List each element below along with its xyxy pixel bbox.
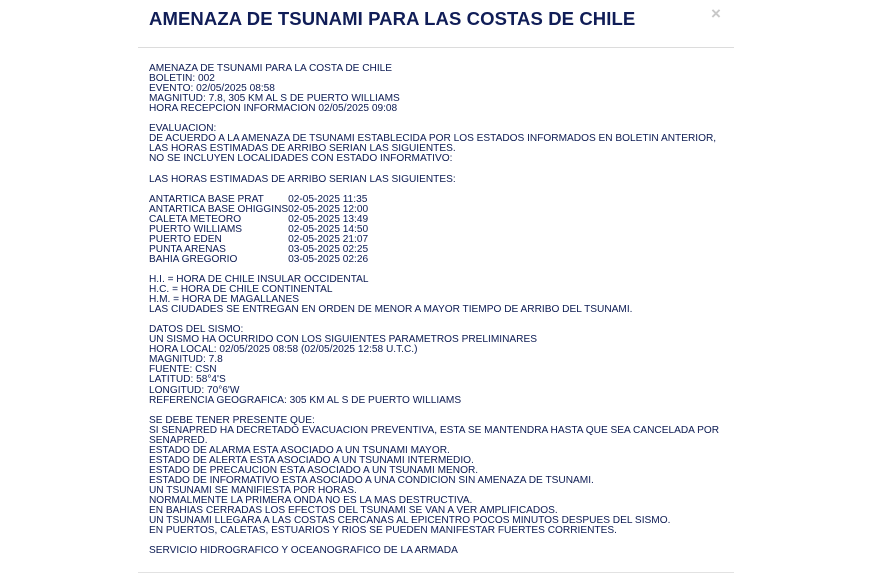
bulletin-header bbox=[149, 64, 729, 114]
legend-line: LAS CIUDADES SE ENTREGAN EN ORDEN DE MENOR A MAYOR TIEMPO DE ARRIBO DEL TSUNAMI. bbox=[149, 304, 633, 316]
modal-header bbox=[138, 0, 734, 48]
time-legend bbox=[149, 275, 729, 315]
evaluation-section bbox=[149, 124, 729, 164]
bulletin-body bbox=[149, 64, 729, 556]
eta-place: PUNTA ARENAS bbox=[149, 243, 226, 255]
eta-time: 02-05-2025 13:49 bbox=[288, 213, 369, 225]
note-line: ESTADO DE INFORMATIVO ESTA ASOCIADO A UNA CONDICION SIN AMENAZA DE TSUNAMI. bbox=[149, 474, 594, 486]
note-line: UN TSUNAMI SE MANIFIESTA POR HORAS. bbox=[149, 484, 357, 496]
note-line: SENAPRED. bbox=[149, 434, 208, 446]
note-line: EN BAHIAS CERRADAS LOS EFECTOS DEL TSUNAMI SE VAN A VER AMPLIFICADOS. bbox=[149, 505, 558, 517]
note-line: SI SENAPRED HA DECRETADO EVACUACION PREVENTIVA, ESTA SE MANTENDRA HASTA QUE SEA CANCELADA POR bbox=[149, 424, 720, 436]
quake-line: UN SISMO HA OCURRIDO CON LOS SIGUIENTES PARAMETROS PRELIMINARES bbox=[149, 334, 537, 346]
legend-line: H.I. = HORA DE CHILE INSULAR OCCIDENTAL bbox=[149, 273, 369, 285]
note-line: ESTADO DE PRECAUCION ESTA ASOCIADO A UN TSUNAMI MENOR. bbox=[149, 464, 479, 476]
magnitude-line: MAGNITUD: 7.8, 305 KM AL S DE PUERTO WILLIAMS bbox=[149, 93, 400, 105]
eta-time: 02-05-2025 11:35 bbox=[288, 193, 368, 205]
close-icon[interactable]: × bbox=[711, 4, 721, 23]
bulletin-number: BOLETIN: 002 bbox=[149, 73, 215, 85]
evaluation-text: LAS HORAS ESTIMADAS DE ARRIBO SERIAN LAS SIGUIENTES. bbox=[149, 143, 456, 155]
evaluation-text: DE ACUERDO A LA AMENAZA DE TSUNAMI ESTABLECIDA POR LOS ESTADOS INFORMADOS EN BOLETIN ANTERIOR, bbox=[149, 133, 717, 145]
event-datetime: EVENTO: 02/05/2025 08:58 bbox=[149, 83, 275, 95]
eta-heading: LAS HORAS ESTIMADAS DE ARRIBO SERIAN LAS SIGUIENTES: bbox=[149, 173, 456, 185]
evaluation-heading: EVALUACION: bbox=[149, 123, 217, 135]
quake-data-section bbox=[149, 325, 729, 405]
legend-line: H.M. = HORA DE MAGALLANES bbox=[149, 294, 299, 306]
quake-local-time: HORA LOCAL: 02/05/2025 08:58 (02/05/2025 12:58 U.T.C.) bbox=[149, 344, 418, 356]
eta-place: CALETA METEORO bbox=[149, 213, 242, 225]
notes-heading: SE DEBE TENER PRESENTE QUE: bbox=[149, 414, 315, 426]
eta-time: 02-05-2025 21:07 bbox=[288, 233, 369, 245]
reception-time: HORA RECEPCION INFORMACION 02/05/2025 09:08 bbox=[149, 103, 398, 115]
eta-place: ANTARTICA BASE OHIGGINS bbox=[149, 203, 289, 215]
eta-place: ANTARTICA BASE PRAT bbox=[149, 193, 264, 205]
tsunami-alert-modal bbox=[138, 0, 734, 580]
quake-latitude: LATITUD: 58°4'S bbox=[149, 374, 226, 386]
eta-time: 02-05-2025 12:00 bbox=[288, 203, 369, 215]
footer-divider bbox=[138, 572, 734, 573]
quake-source: FUENTE: CSN bbox=[149, 364, 217, 376]
eta-time: 03-05-2025 02:25 bbox=[288, 243, 369, 255]
eta-place: PUERTO EDEN bbox=[149, 233, 222, 245]
quake-longitude: LONGITUD: 70°6'W bbox=[149, 384, 240, 396]
issuer-signature: SERVICIO HIDROGRAFICO Y OCEANOGRAFICO DE LA ARMADA bbox=[149, 545, 458, 557]
quake-heading: DATOS DEL SISMO: bbox=[149, 324, 244, 336]
quake-reference: REFERENCIA GEOGRAFICA: 305 KM AL S DE PUERTO WILLIAMS bbox=[149, 394, 462, 406]
eta-time: 03-05-2025 02:26 bbox=[288, 253, 369, 265]
note-line: UN TSUNAMI LLEGARA A LAS COSTAS CERCANAS AL EPICENTRO POCOS MINUTOS DESPUES DEL SISMO. bbox=[149, 515, 671, 527]
note-line: ESTADO DE ALERTA ESTA ASOCIADO A UN TSUNAMI INTERMEDIO. bbox=[149, 454, 474, 466]
legend-line: H.C. = HORA DE CHILE CONTINENTAL bbox=[149, 284, 333, 296]
modal-title: AMENAZA DE TSUNAMI PARA LAS COSTAS DE CHILE bbox=[149, 8, 636, 29]
table-row bbox=[149, 255, 368, 265]
eta-table bbox=[149, 195, 368, 265]
quake-magnitude: MAGNITUD: 7.8 bbox=[149, 354, 223, 366]
note-line: ESTADO DE ALARMA ESTA ASOCIADO A UN TSUNAMI MAYOR. bbox=[149, 444, 450, 456]
eta-place: BAHIA GREGORIO bbox=[149, 253, 238, 265]
eta-time: 02-05-2025 14:50 bbox=[288, 223, 369, 235]
evaluation-text: NO SE INCLUYEN LOCALIDADES CON ESTADO INFORMATIVO: bbox=[149, 153, 453, 165]
bulletin-title-line: AMENAZA DE TSUNAMI PARA LA COSTA DE CHILE bbox=[149, 63, 393, 74]
note-line: EN PUERTOS, CALETAS, ESTUARIOS Y RIOS SE PUEDEN MANIFESTAR FUERTES CORRIENTES. bbox=[149, 525, 617, 537]
eta-place: PUERTO WILLIAMS bbox=[149, 223, 243, 235]
notes-section bbox=[149, 416, 729, 537]
note-line: NORMALMENTE LA PRIMERA ONDA NO ES LA MAS DESTRUCTIVA. bbox=[149, 495, 473, 507]
